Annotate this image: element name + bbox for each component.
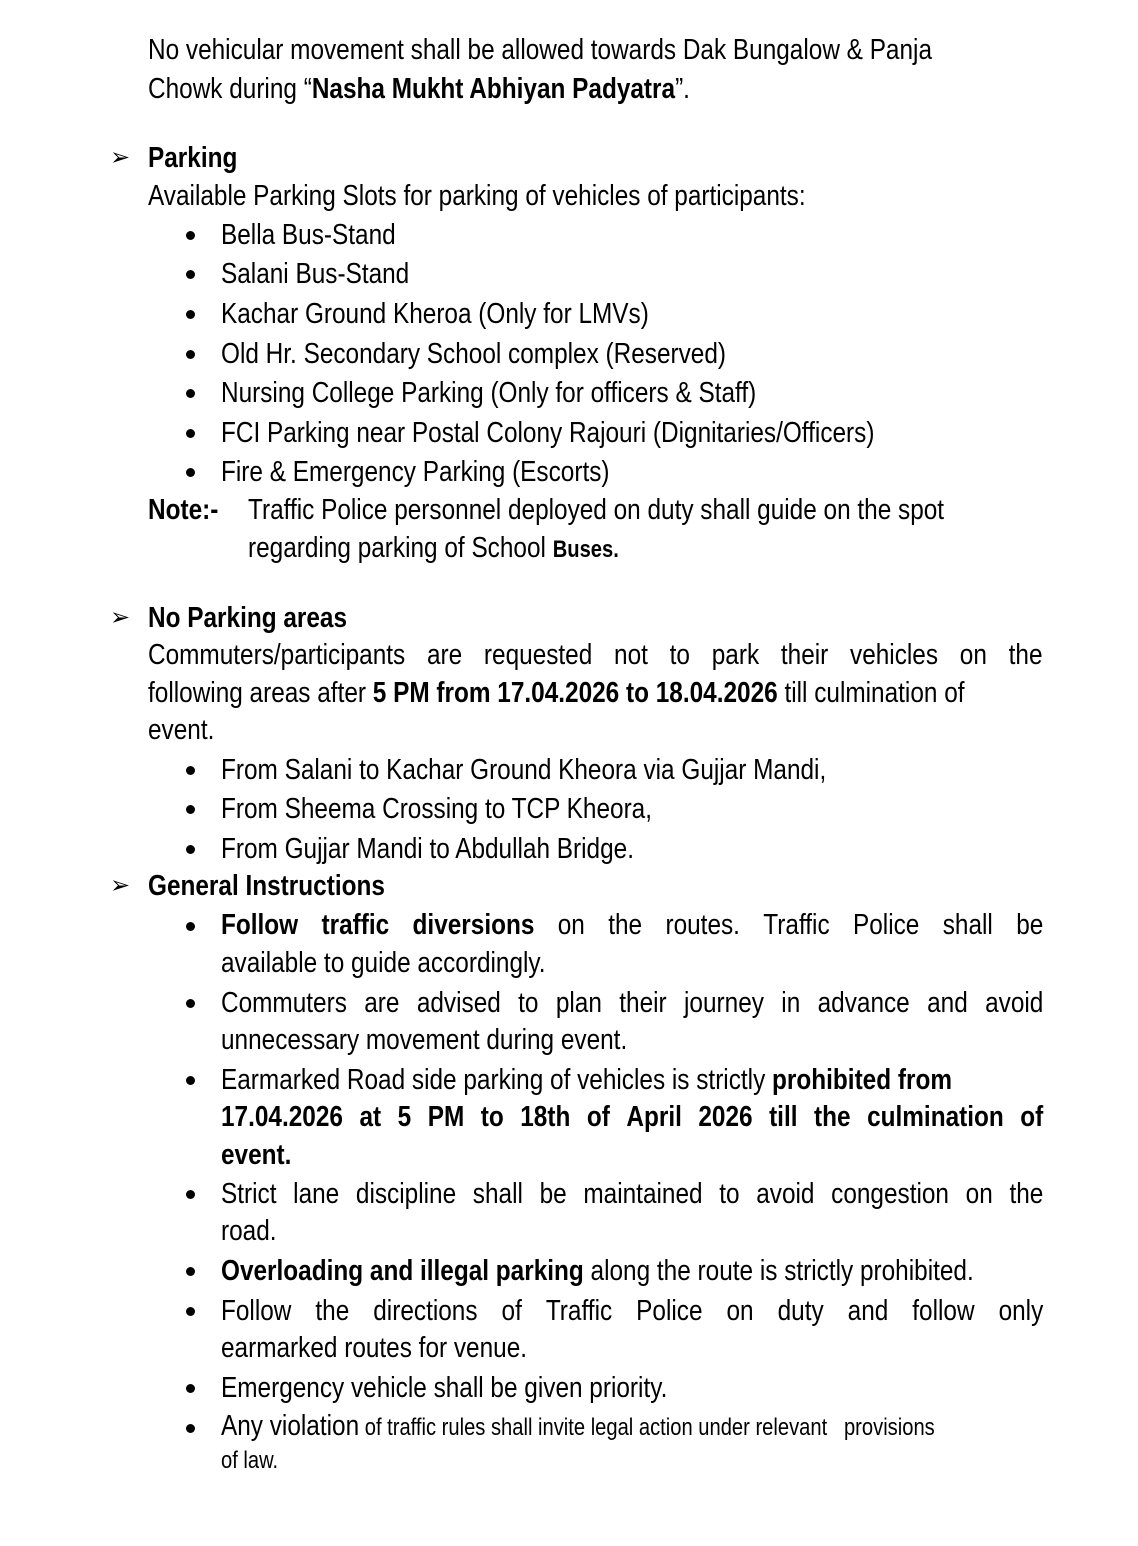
bullet-icon xyxy=(186,1076,195,1085)
parking-slot-2: Salani Bus-Stand xyxy=(221,258,410,290)
no-parking-area-2: From Sheema Crossing to TCP Kheora, xyxy=(221,793,652,825)
parking-slot-5: Nursing College Parking (Only for officers & Staff) xyxy=(221,377,757,409)
instruction-2-line-2: unnecessary movement during event. xyxy=(221,1024,628,1056)
note-label: Note:- xyxy=(148,494,219,526)
bullet-icon xyxy=(186,310,195,319)
note-line-2: regarding parking of School Buses. xyxy=(248,532,619,564)
parking-heading: Parking xyxy=(148,142,238,174)
bullet-icon xyxy=(186,922,195,931)
note-line-1: Traffic Police personnel deployed on duty shall guide on the spot xyxy=(248,494,945,526)
parking-arrow-icon: ➢ xyxy=(110,144,131,171)
bullet-icon xyxy=(186,805,195,814)
bullet-icon xyxy=(186,1307,195,1316)
intro-line-2: Chowk during “Nasha Mukht Abhiyan Padyatra”. xyxy=(148,73,690,105)
no-parking-heading: No Parking areas xyxy=(148,602,348,634)
parking-slot-7: Fire & Emergency Parking (Escorts) xyxy=(221,456,610,488)
parking-slot-3: Kachar Ground Kheroa (Only for LMVs) xyxy=(221,298,649,330)
parking-slot-4: Old Hr. Secondary School complex (Reserved) xyxy=(221,338,727,370)
no-parking-line-2: following areas after 5 PM from 17.04.2026 to 18.04.2026 till culmination of xyxy=(148,677,965,709)
general-arrow-icon: ➢ xyxy=(110,872,131,899)
instruction-7: Emergency vehicle shall be given priority. xyxy=(221,1372,668,1404)
bullet-icon xyxy=(186,1267,195,1276)
bullet-icon xyxy=(186,999,195,1008)
no-parking-line-1: Commuters/participants are requested not to park their vehicles on the xyxy=(148,639,1043,671)
bullet-icon xyxy=(186,468,195,477)
general-heading: General Instructions xyxy=(148,870,385,902)
no-parking-line-3: event. xyxy=(148,714,215,746)
bullet-icon xyxy=(186,1384,195,1393)
instruction-8-line-2: of law. xyxy=(221,1447,279,1474)
instruction-4-line-1: Strict lane discipline shall be maintained to avoid congestion on the xyxy=(221,1178,1044,1210)
parking-slot-1: Bella Bus-Stand xyxy=(221,219,396,251)
instruction-1-line-2: available to guide accordingly. xyxy=(221,947,546,979)
bullet-icon xyxy=(186,1424,195,1433)
no-parking-area-1: From Salani to Kachar Ground Kheora via Gujjar Mandi, xyxy=(221,754,827,786)
bullet-icon xyxy=(186,429,195,438)
bullet-icon xyxy=(186,270,195,279)
instruction-5: Overloading and illegal parking along the route is strictly prohibited. xyxy=(221,1255,974,1287)
bullet-icon xyxy=(186,766,195,775)
instruction-6-line-1: Follow the directions of Traffic Police on duty and follow only xyxy=(221,1295,1044,1327)
instruction-3-line-2: 17.04.2026 at 5 PM to 18th of April 2026 till the culmination of xyxy=(221,1101,1044,1133)
instruction-3-line-3: event. xyxy=(221,1139,292,1171)
instruction-6-line-2: earmarked routes for venue. xyxy=(221,1332,528,1364)
intro-line-1: No vehicular movement shall be allowed towards Dak Bungalow & Panja xyxy=(148,34,932,66)
no-parking-arrow-icon: ➢ xyxy=(110,604,131,631)
no-parking-area-3: From Gujjar Mandi to Abdullah Bridge. xyxy=(221,833,634,865)
instruction-2-line-1: Commuters are advised to plan their journey in advance and avoid xyxy=(221,987,1044,1019)
bullet-icon xyxy=(186,845,195,854)
instruction-3-line-1: Earmarked Road side parking of vehicles is strictly prohibited from xyxy=(221,1064,953,1096)
parking-slot-6: FCI Parking near Postal Colony Rajouri (Dignitaries/Officers) xyxy=(221,417,875,449)
bullet-icon xyxy=(186,389,195,398)
instruction-4-line-2: road. xyxy=(221,1215,277,1247)
instruction-8-line-1: Any violation of traffic rules shall invite legal action under relevant provisions xyxy=(221,1410,935,1442)
parking-intro: Available Parking Slots for parking of vehicles of participants: xyxy=(148,180,806,212)
instruction-1-line-1: Follow traffic diversions on the routes. Traffic Police shall be xyxy=(221,909,1044,941)
bullet-icon xyxy=(186,231,195,240)
bullet-icon xyxy=(186,350,195,359)
bullet-icon xyxy=(186,1190,195,1199)
